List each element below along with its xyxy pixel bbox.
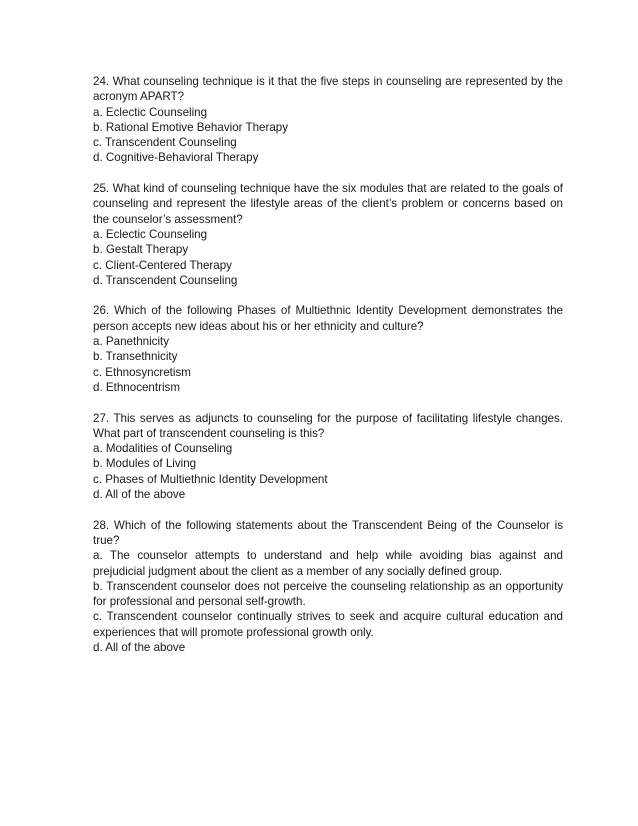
answer-option: c. Ethnosyncretism xyxy=(93,365,191,379)
question-25 xyxy=(93,181,563,288)
answer-option: b. Gestalt Therapy xyxy=(93,243,189,257)
answer-option: c. Transcendent Counseling xyxy=(93,136,237,150)
answer-option: c. Client-Centered Therapy xyxy=(93,258,232,272)
question-text: 24. What counseling technique is it that the five steps in counseling are represented by the acronym APART? xyxy=(93,75,563,104)
answer-option: d. Ethnocentrism xyxy=(93,380,180,394)
question-27 xyxy=(93,411,563,503)
document-page xyxy=(93,74,563,671)
question-text: 26. Which of the following Phases of Multiethnic Identity Development demonstrates the person accepts new ideas about his or her ethnicity and culture? xyxy=(93,304,563,333)
answer-option: a. Modalities of Counseling xyxy=(93,442,233,456)
question-text: 27. This serves as adjuncts to counseling for the purpose of facilitating lifestyle changes. What part of transcendent counseling is this? xyxy=(93,411,563,440)
answer-option: d. All of the above xyxy=(93,640,186,654)
answer-option: b. Modules of Living xyxy=(93,457,197,471)
answer-option: c. Phases of Multiethnic Identity Development xyxy=(93,472,328,486)
question-26 xyxy=(93,303,563,395)
answer-option: c. Transcendent counselor continually strives to seek and acquire cultural education and experiences that will promote professional growth only. xyxy=(93,610,563,639)
answer-option: b. Transethnicity xyxy=(93,350,178,364)
answer-option: d. Cognitive-Behavioral Therapy xyxy=(93,151,259,165)
question-text: 28. Which of the following statements about the Transcendent Being of the Counselor is true? xyxy=(93,518,563,547)
answer-option: b. Transcendent counselor does not perceive the counseling relationship as an opportunity for professional and personal self-growth. xyxy=(93,579,563,609)
answer-option: a. Eclectic Counseling xyxy=(93,227,208,241)
answer-option: a. The counselor attempts to understand and help while avoiding bias against and prejudicial judgment about the client as a member of any socially defined group. xyxy=(93,549,563,578)
answer-option: d. All of the above xyxy=(93,488,186,502)
question-28 xyxy=(93,518,563,656)
question-text: 25. What kind of counseling technique have the six modules that are related to the goals of counseling and represent the lifestyle areas of the client’s problem or concerns based on the counselor’s assessment? xyxy=(93,182,563,226)
answer-option: a. Panethnicity xyxy=(93,335,170,349)
answer-option: b. Rational Emotive Behavior Therapy xyxy=(93,120,289,134)
question-24 xyxy=(93,74,563,166)
answer-option: d. Transcendent Counseling xyxy=(93,273,238,287)
answer-option: a. Eclectic Counseling xyxy=(93,105,208,119)
